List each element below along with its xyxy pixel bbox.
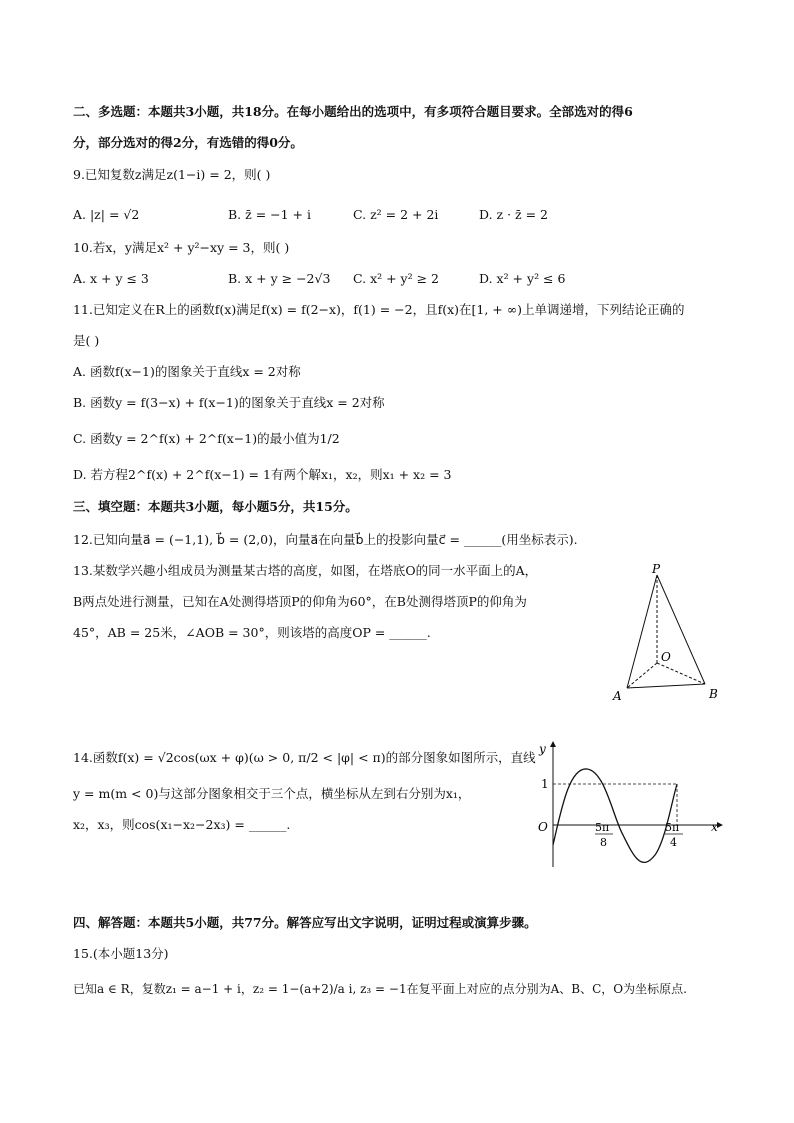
q14-line3: x₂，x₃，则cos(x₁−x₂−2x₃) = ______.	[73, 817, 291, 832]
q12-stem: 12.已知向量a⃗ = (−1,1), b⃗ = (2,0)，向量a⃗在向量b⃗上的投影向量c⃗ = ______(用坐标表示).	[73, 532, 578, 547]
fig-label-b: B	[709, 687, 718, 701]
q9-option-c: C. z² = 2 + 2i	[353, 207, 439, 222]
q14-line1: 14.函数f(x) = √2cos(ωx + φ)(ω > 0, π/2 < |φ| < π)的部分图象如图所示，直线	[73, 750, 536, 765]
q13-line2: B两点处进行测量，已知在A处测得塔顶P的仰角为60°，在B处测得塔顶P的仰角为	[73, 594, 527, 609]
q14-graph	[525, 735, 730, 875]
q11-stem-line2: 是( )	[73, 333, 100, 348]
q10-option-b: B. x + y ≥ −2√3	[228, 271, 331, 286]
tick-5pi-8-num: 5π	[595, 821, 610, 834]
origin-label: O	[538, 820, 548, 834]
q13-line3: 45°，AB = 25米，∠AOB = 30°，则该塔的高度OP = ______.	[73, 625, 431, 640]
section-4-header: 四、解答题：本题共5小题，共77分。解答应写出文字说明，证明过程或演算步骤。	[73, 915, 537, 930]
tick-5pi-4-den: 4	[670, 836, 677, 849]
axis-label-x: x	[711, 820, 718, 834]
q10-option-d: D. x² + y² ≤ 6	[479, 271, 566, 286]
q10-option-a: A. x + y ≤ 3	[73, 271, 149, 286]
q14-line2: y = m(m < 0)与这部分图象相交于三个点，横坐标从左到右分别为x₁，	[73, 786, 471, 801]
q9-stem: 9.已知复数z满足z(1−i) = 2，则( )	[73, 167, 271, 182]
section-2-header-line1: 二、多选题：本题共3小题，共18分。在每小题给出的选项中，有多项符合题目要求。全部选对的得6	[73, 104, 633, 119]
q11-option-a: A. 函数f(x−1)的图象关于直线x = 2对称	[73, 364, 301, 379]
tick-5pi-4-num: 5π	[665, 821, 680, 834]
section-3-header: 三、填空题：本题共3小题，每小题5分，共15分。	[73, 499, 358, 514]
q15-stem: 已知a ∈ R，复数z₁ = a−1 + i，z₂ = 1−(a+2)/a i, z₃ = −1在复平面上对应的点分别为A、B、C，O为坐标原点.	[73, 982, 687, 996]
q11-option-b: B. 函数y = f(3−x) + f(x−1)的图象关于直线x = 2对称	[73, 395, 385, 410]
fig-label-a: A	[613, 689, 622, 703]
q10-stem: 10.若x，y满足x² + y²−xy = 3，则( )	[73, 240, 290, 255]
tick-label-1: 1	[541, 777, 549, 791]
q13-tower-figure	[605, 560, 735, 708]
section-2-header-line2: 分，部分选对的得2分，有选错的得0分。	[73, 135, 303, 150]
q11-stem-line1: 11.已知定义在R上的函数f(x)满足f(x) = f(2−x)，f(1) = −2，且f(x)在[1, + ∞)上单调递增，下列结论正确的	[73, 302, 685, 317]
q9-option-d: D. z · z̄ = 2	[479, 207, 548, 222]
q11-option-c: C. 函数y = 2^f(x) + 2^f(x−1)的最小值为1/2	[73, 431, 340, 446]
cosine-curve	[553, 769, 680, 862]
q11-option-d: D. 若方程2^f(x) + 2^f(x−1) = 1有两个解x₁，x₂，则x₁ + x₂ = 3	[73, 467, 452, 482]
fig-label-p: P	[652, 562, 661, 576]
q10-option-c: C. x² + y² ≥ 2	[353, 271, 439, 286]
tick-5pi-8-den: 8	[600, 836, 607, 849]
q9-option-b: B. z̄ = −1 + i	[228, 207, 311, 222]
axis-label-y: y	[539, 742, 546, 756]
q13-line1: 13.某数学兴趣小组成员为测量某古塔的高度，如图，在塔底O的同一水平面上的A，	[73, 563, 538, 578]
fig-label-o: O	[661, 650, 671, 664]
q9-option-a: A. |z| = √2	[73, 207, 140, 222]
q15-title: 15.(本小题13分)	[73, 946, 169, 961]
